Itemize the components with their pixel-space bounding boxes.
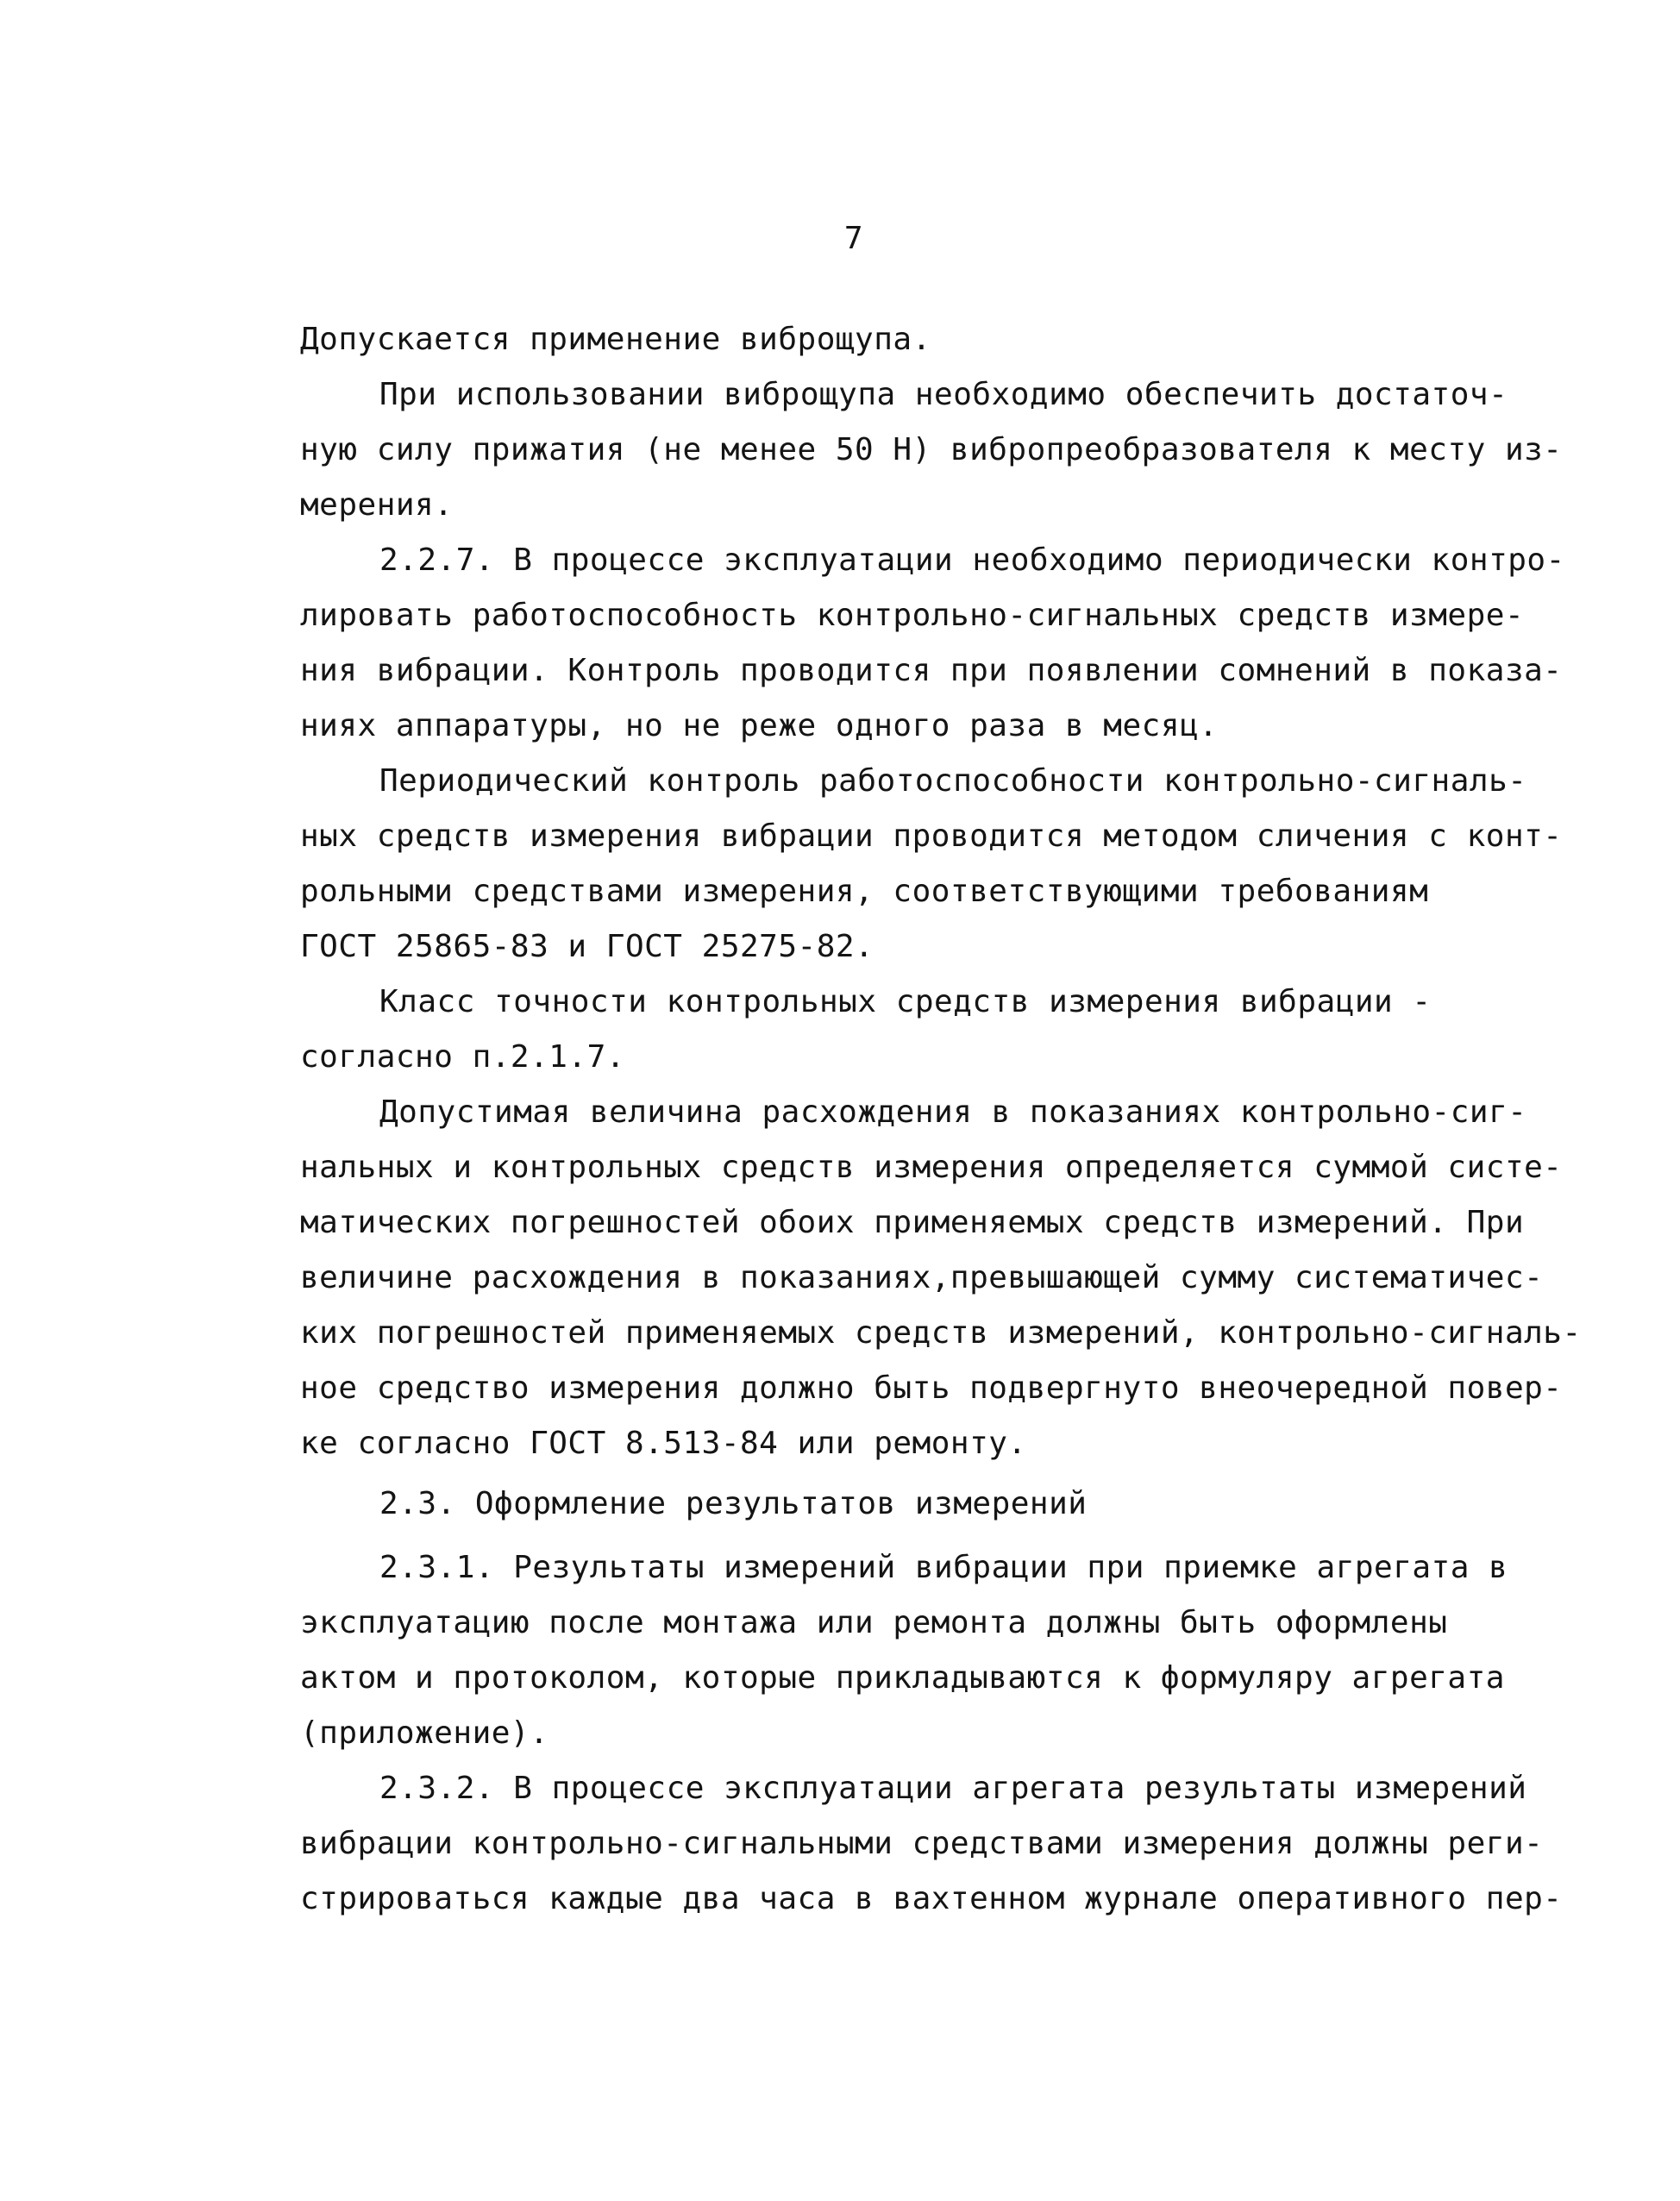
text-line: ниях аппаратуры, но не реже одного раза в месяц.: [300, 708, 1219, 743]
text-line: величине расхождения в показаниях,превышающей сумму систематичес-: [300, 1260, 1544, 1295]
paragraph-first-line: Класс точности контрольных средств измерения вибрации -: [379, 984, 1432, 1019]
text-line: мерения.: [300, 487, 454, 523]
text-line: матических погрешностей обоих применяемых средств измерений. При: [300, 1205, 1525, 1240]
text-line: ную силу прижатия (не менее 50 Н) вибропреобразователя к месту из-: [300, 432, 1563, 467]
text-line: стрироваться каждые два часа в вахтенном журнале оперативного пер-: [300, 1881, 1563, 1916]
paragraph-first-line: При использовании виброщупа необходимо обеспечить достаточ-: [379, 377, 1508, 412]
text-line: согласно п.2.1.7.: [300, 1039, 625, 1075]
paragraph-first-line: Допустимая величина расхождения в показаниях контрольно-сиг-: [379, 1094, 1527, 1130]
text-line: Допускается применение виброщупа.: [300, 322, 931, 357]
paragraph-first-line: 2.3.1. Результаты измерений вибрации при приемке агрегата в: [379, 1550, 1508, 1585]
section-heading: 2.3. Оформление результатов измерений: [379, 1486, 1088, 1521]
text-line: нальных и контрольных средств измерения определяется суммой систе-: [300, 1150, 1563, 1185]
text-line: рольными средствами измерения, соответствующими требованиям: [300, 874, 1429, 909]
paragraph-first-line: 2.3.2. В процессе эксплуатации агрегата результаты измерений: [379, 1771, 1527, 1806]
text-line: ке согласно ГОСТ 8.513-84 или ремонту.: [300, 1426, 1027, 1461]
paragraph-first-line: Периодический контроль работоспособности контрольно-сигналь-: [379, 763, 1527, 799]
text-line: ное средство измерения должно быть подвергнуто внеочередной повер-: [300, 1370, 1563, 1406]
text-line: (приложение).: [300, 1715, 549, 1751]
text-line: лировать работоспособность контрольно-сигнальных средств измере-: [300, 598, 1525, 633]
text-line: актом и протоколом, которые прикладываются к формуляру агрегата: [300, 1660, 1505, 1696]
text-line: ких погрешностей применяемых средств измерений, контрольно-сигналь-: [300, 1315, 1582, 1351]
text-line: ных средств измерения вибрации проводится методом сличения с конт-: [300, 818, 1563, 854]
text-line: ния вибрации. Контроль проводится при появлении сомнений в показа-: [300, 653, 1563, 688]
page-number: 7: [843, 221, 864, 256]
text-line: ГОСТ 25865-83 и ГОСТ 25275-82.: [300, 929, 874, 964]
text-line: эксплуатацию после монтажа или ремонта должны быть оформлены: [300, 1605, 1448, 1640]
text-line: вибрации контрольно-сигнальными средствами измерения должны реги-: [300, 1826, 1544, 1861]
paragraph-first-line: 2.2.7. В процессе эксплуатации необходимо периодически контро-: [379, 542, 1565, 578]
